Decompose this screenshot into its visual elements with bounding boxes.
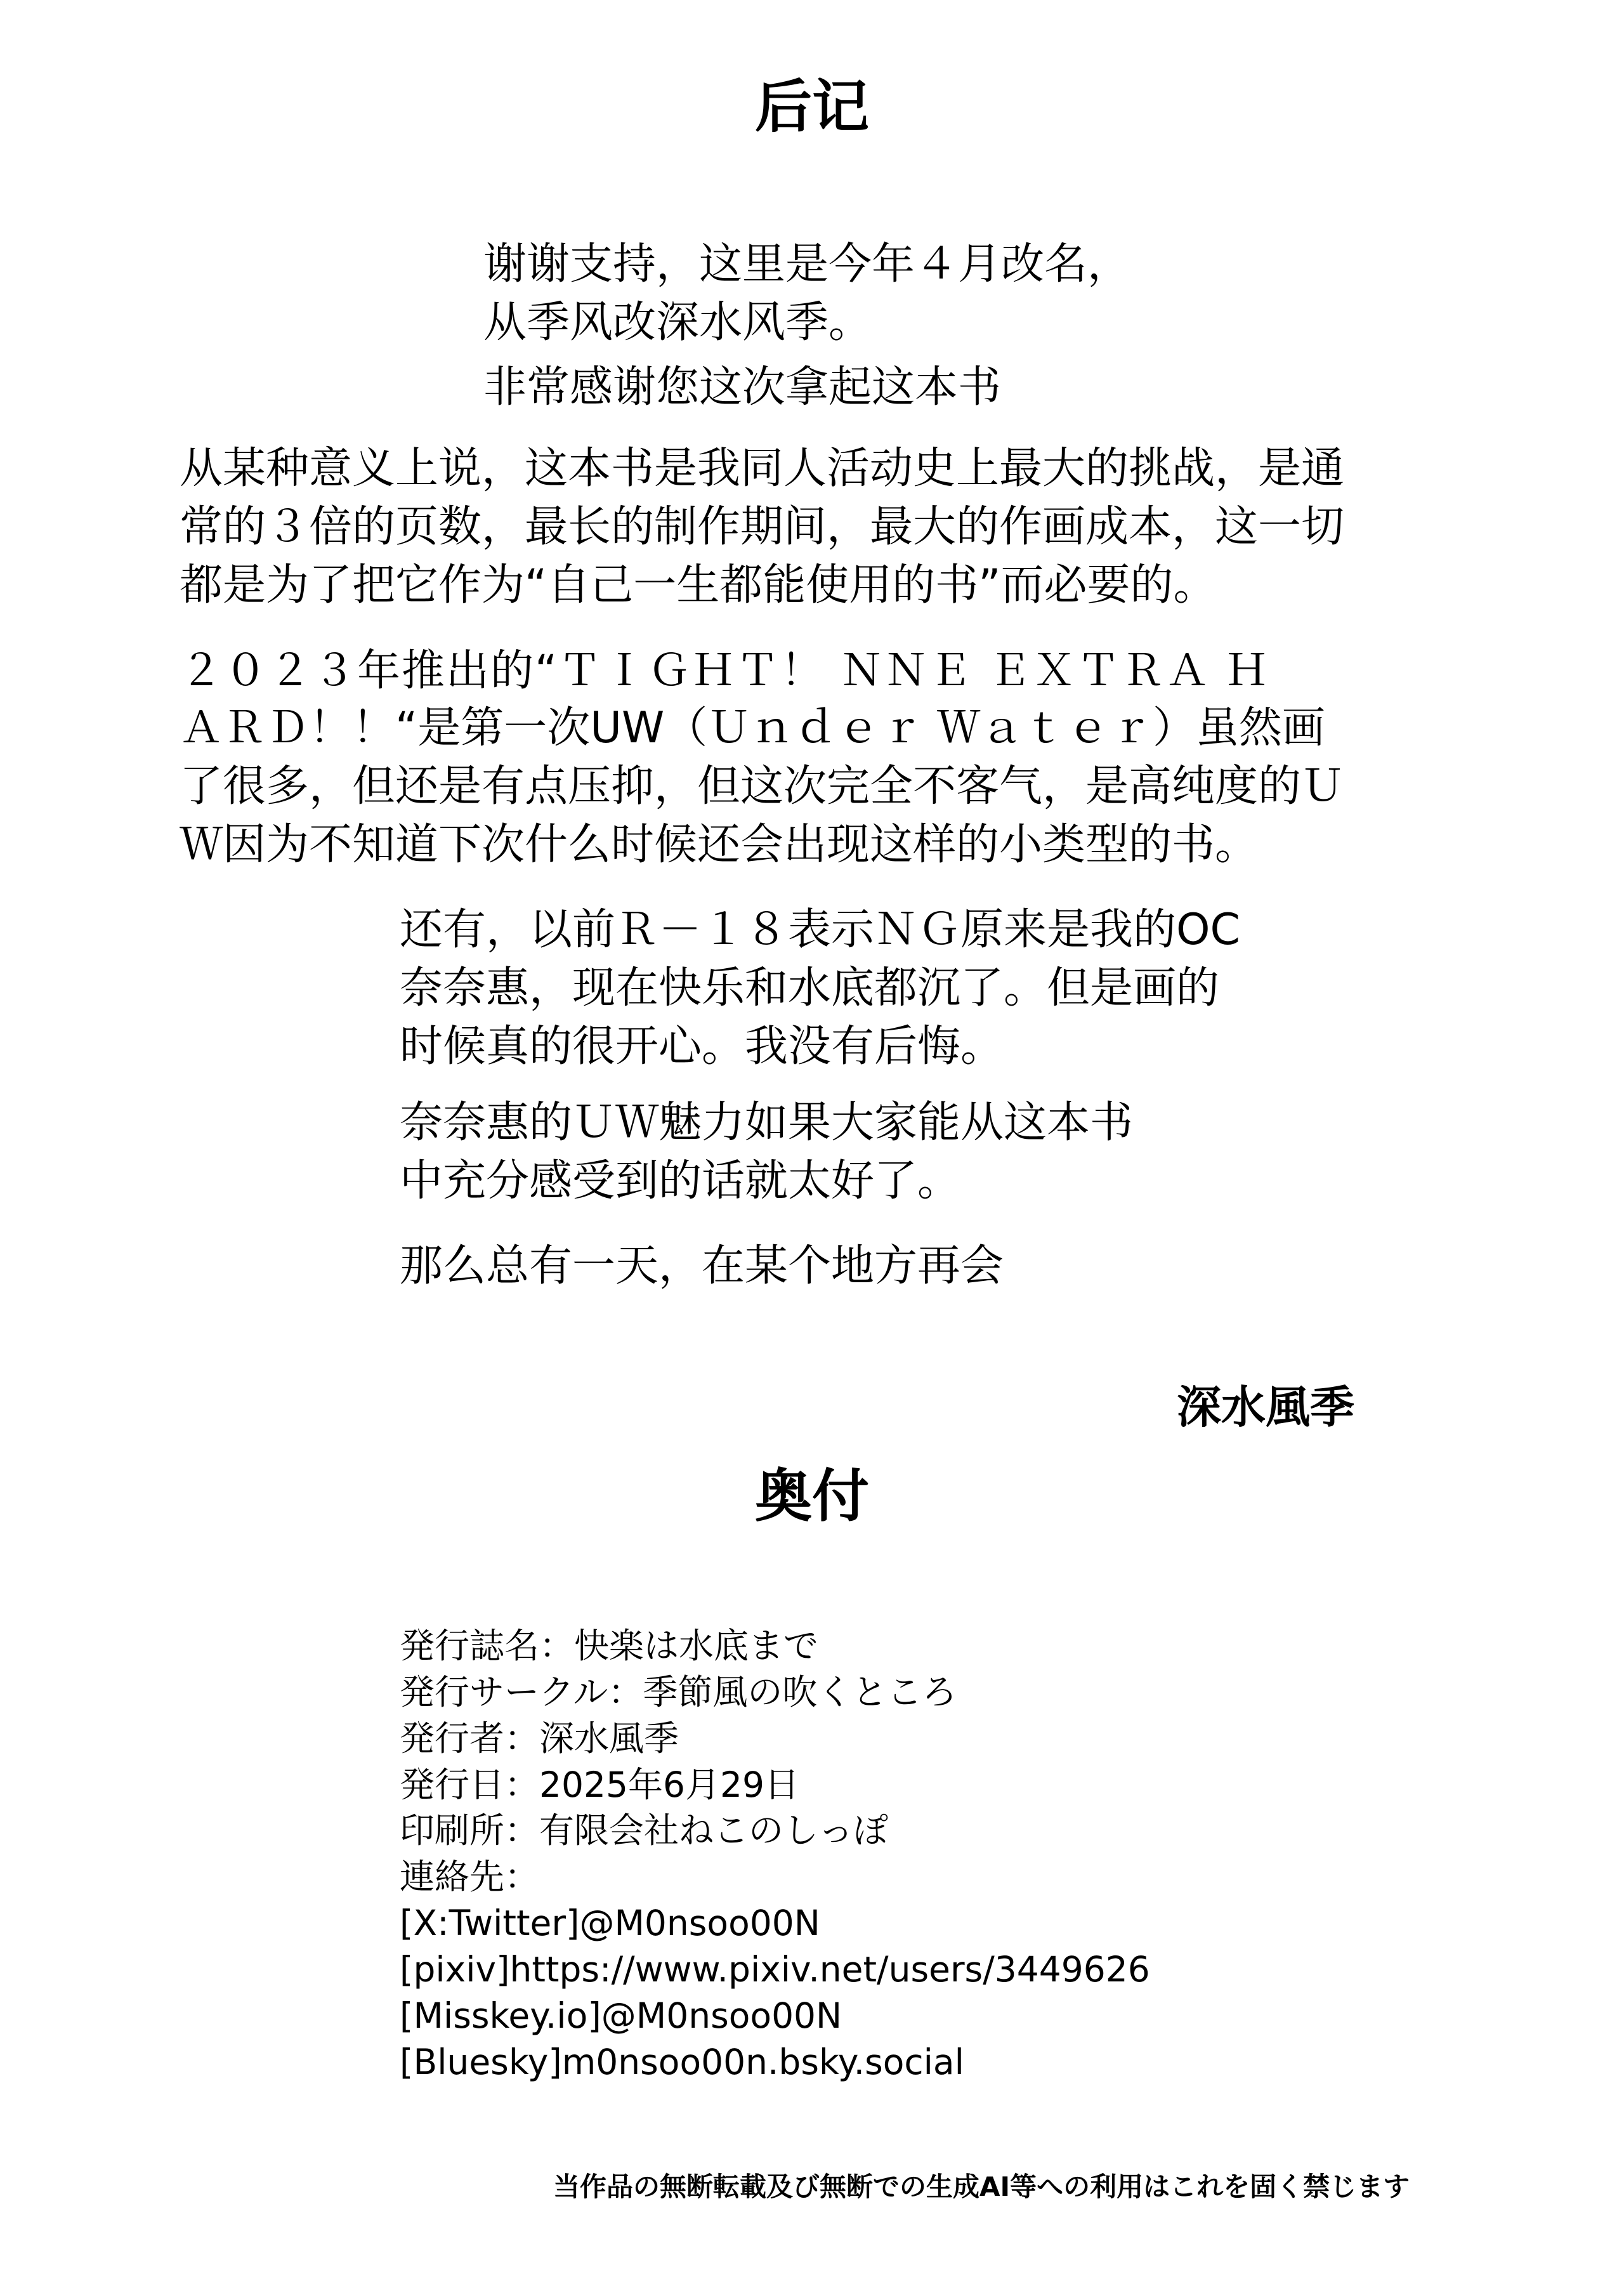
text-line: ２０２３年推出的“ＴＩＧＨＴ！ ＮＮＥ ＥＸＴＲＡ Ｈ: [180, 646, 1270, 696]
publication-date: 発行日：2025年6月29日: [400, 1764, 799, 1805]
contact-label: 連絡先：: [400, 1856, 540, 1897]
text-line: 常的３倍的页数，最长的制作期间，最大的作画成本，这一切: [180, 502, 1345, 552]
text-line: 了很多，但还是有点压抑，但这次完全不客气，是高纯度的Ｕ: [180, 761, 1345, 811]
contact-pixiv: [pixiv]https://www.pixiv.net/users/3449626: [400, 1949, 1150, 1990]
contact-bluesky: [Bluesky]m0nsoo00n.bsky.social: [400, 2042, 964, 2082]
text-line: Ｗ因为不知道下次什么时候还会出现这样的小类型的书。: [180, 820, 1259, 870]
text-line: 非常感谢您这次拿起这本书: [483, 362, 1002, 412]
copyright-notice: 当作品の無断転載及び無断での生成AI等への利用はこれを固く禁じます: [553, 2171, 1410, 2202]
closing-line: 那么总有一天，在某个地方再会: [400, 1241, 1004, 1291]
text-line: ＡＲＤ！！“是第一次UW（Ｕｎｄｅｒ Ｗａｔｅｒ）虽然画: [180, 703, 1325, 753]
publishing-circle: 発行サークル：季節風の吹くところ: [400, 1672, 957, 1712]
text-line: 从季风改深水风季。: [483, 298, 872, 348]
text-line: 从某种意义上说，这本书是我同人活动史上最大的挑战，是通: [180, 443, 1345, 494]
text-line: 中充分感受到的话就太好了。: [400, 1156, 961, 1206]
colophon-title: 奥付: [755, 1463, 869, 1530]
text-line: 还有，以前Ｒ－１８表示ＮＧ原来是我的OC: [400, 905, 1241, 955]
text-line: 谢谢支持，这里是今年４月改名，: [483, 239, 1131, 289]
text-line: 奈奈惠的ＵＷ魅力如果大家能从这本书: [400, 1098, 1134, 1148]
afterword-title: 后记: [755, 74, 869, 140]
publication-title: 発行誌名：快楽は水底まで: [400, 1625, 819, 1666]
text-line: 奈奈惠，现在快乐和水底都沉了。但是画的: [400, 963, 1220, 1013]
contact-misskey: [Misskey.io]@M0nsoo00N: [400, 1995, 842, 2036]
contact-twitter: [X:Twitter]@M0nsoo00N: [400, 1903, 820, 1943]
text-line: 时候真的很开心。我没有后悔。: [400, 1021, 1004, 1072]
author-signature: 深水風季: [1177, 1381, 1354, 1433]
text-line: 都是为了把它作为“自己一生都能使用的书”而必要的。: [180, 560, 1217, 610]
publisher: 発行者：深水風季: [400, 1718, 679, 1759]
printer: 印刷所：有限会社ねこのしっぽ: [400, 1810, 889, 1851]
